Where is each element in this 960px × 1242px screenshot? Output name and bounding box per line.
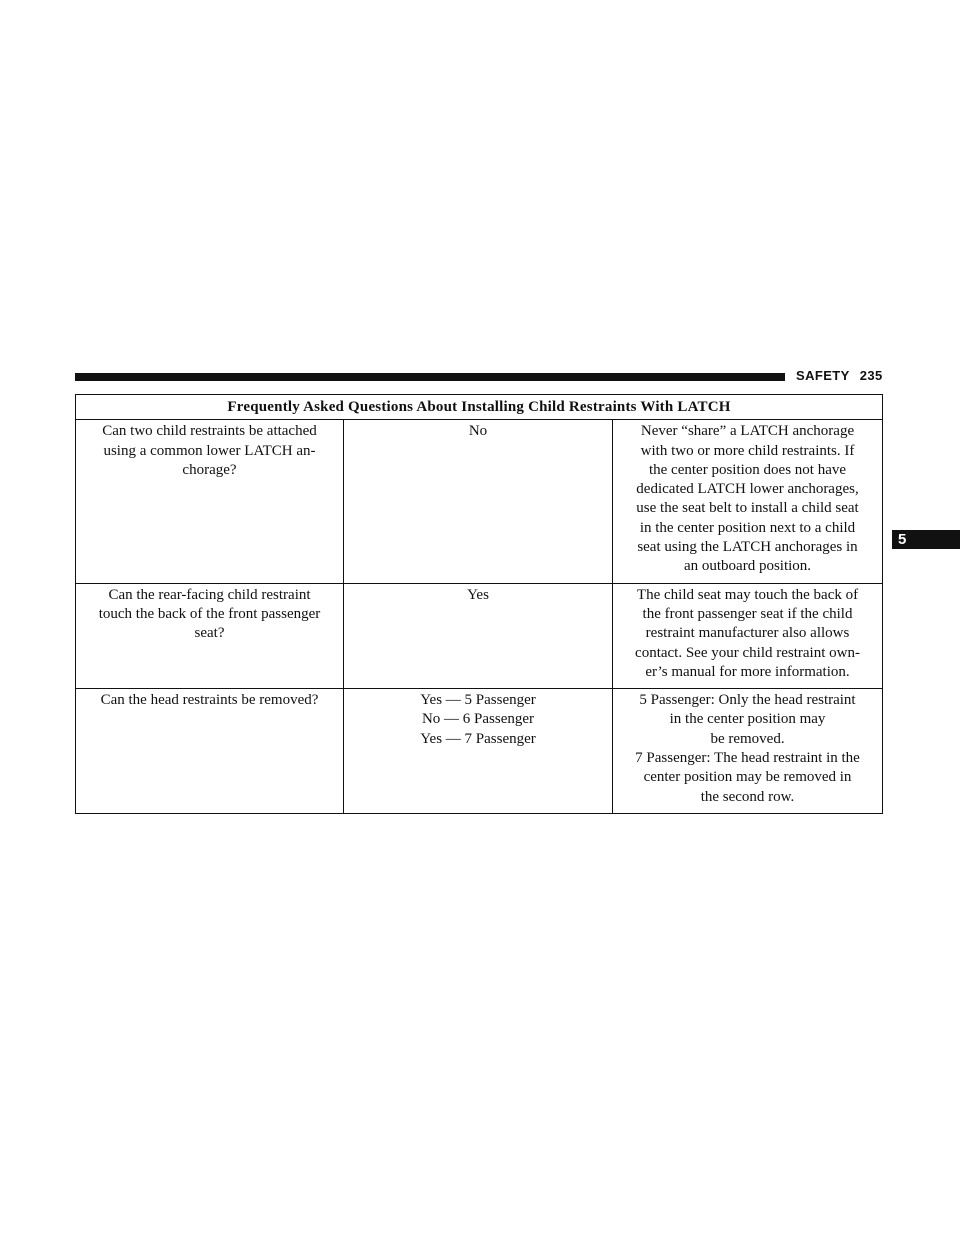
explanation-cell-line: er’s manual for more information.: [645, 663, 850, 680]
chapter-tab: 5: [892, 530, 960, 549]
explanation-cell-line: dedicated LATCH lower anchorages,: [636, 481, 859, 498]
table-row: [76, 420, 883, 583]
answer-cell-line: Yes: [467, 586, 489, 603]
explanation-cell-line: contact. See your child restraint own-: [635, 644, 860, 661]
explanation-cell-line: 5 Passenger: Only the head restraint: [639, 692, 856, 709]
answer-cell: [344, 583, 613, 688]
table-row: [76, 583, 883, 688]
explanation-cell-line: an outboard position.: [683, 558, 812, 575]
explanation-cell: [613, 583, 883, 688]
explanation-cell: [613, 420, 883, 583]
answer-cell-line: No: [468, 423, 488, 440]
question-cell-line: Can two child restraints be attached: [102, 423, 317, 440]
answer-cell-line: No — 6 Passenger: [421, 711, 535, 728]
faq-body: [76, 420, 883, 814]
question-cell: [76, 583, 344, 688]
question-cell-line: chorage?: [182, 461, 237, 478]
table-row: [76, 689, 883, 814]
question-cell-line: Can the rear-facing child restraint: [108, 586, 311, 603]
table-title: Frequently Asked Questions About Installing Child Restraints With LATCH: [76, 395, 883, 420]
explanation-cell-line: use the seat belt to install a child seat: [636, 500, 859, 517]
header-rule: [75, 373, 785, 381]
faq-table: [75, 394, 883, 814]
explanation-cell-line: Never “share” a LATCH anchorage: [640, 423, 855, 440]
explanation-cell-line: with two or more child restraints. If: [640, 442, 855, 459]
question-cell-line: Can the head restraints be removed?: [100, 692, 319, 709]
explanation-cell-line: be removed.: [710, 730, 785, 747]
section-title: SAFETY: [796, 368, 850, 383]
question-cell: [76, 420, 344, 583]
explanation-cell-line: restraint manufacturer also allows: [645, 625, 850, 642]
explanation-cell-line: the center position does not have: [648, 461, 847, 478]
question-cell-line: using a common lower LATCH an-: [103, 442, 316, 459]
explanation-cell-line: seat using the LATCH anchorages in: [637, 539, 858, 556]
table-title-row: [76, 395, 883, 420]
explanation-cell-line: in the center position next to a child: [639, 519, 856, 536]
explanation-cell-line: center position may be removed in: [643, 769, 852, 786]
page-number: 235: [859, 368, 883, 383]
question-cell-line: touch the back of the front passenger: [98, 605, 321, 622]
question-cell-line: seat?: [194, 625, 225, 642]
question-cell: [76, 689, 344, 814]
answer-cell-line: Yes — 7 Passenger: [420, 730, 536, 747]
explanation-cell-line: 7 Passenger: The head restraint in the: [635, 750, 860, 767]
explanation-cell-line: The child seat may touch the back of: [636, 586, 859, 603]
explanation-cell-line: in the center position may: [669, 711, 826, 728]
explanation-cell: [613, 689, 883, 814]
answer-cell-line: Yes — 5 Passenger: [420, 692, 536, 709]
explanation-cell-line: the second row.: [700, 788, 795, 805]
explanation-cell-line: the front passenger seat if the child: [642, 605, 853, 622]
answer-cell: [344, 420, 613, 583]
running-header: [796, 368, 883, 383]
answer-cell: [344, 689, 613, 814]
